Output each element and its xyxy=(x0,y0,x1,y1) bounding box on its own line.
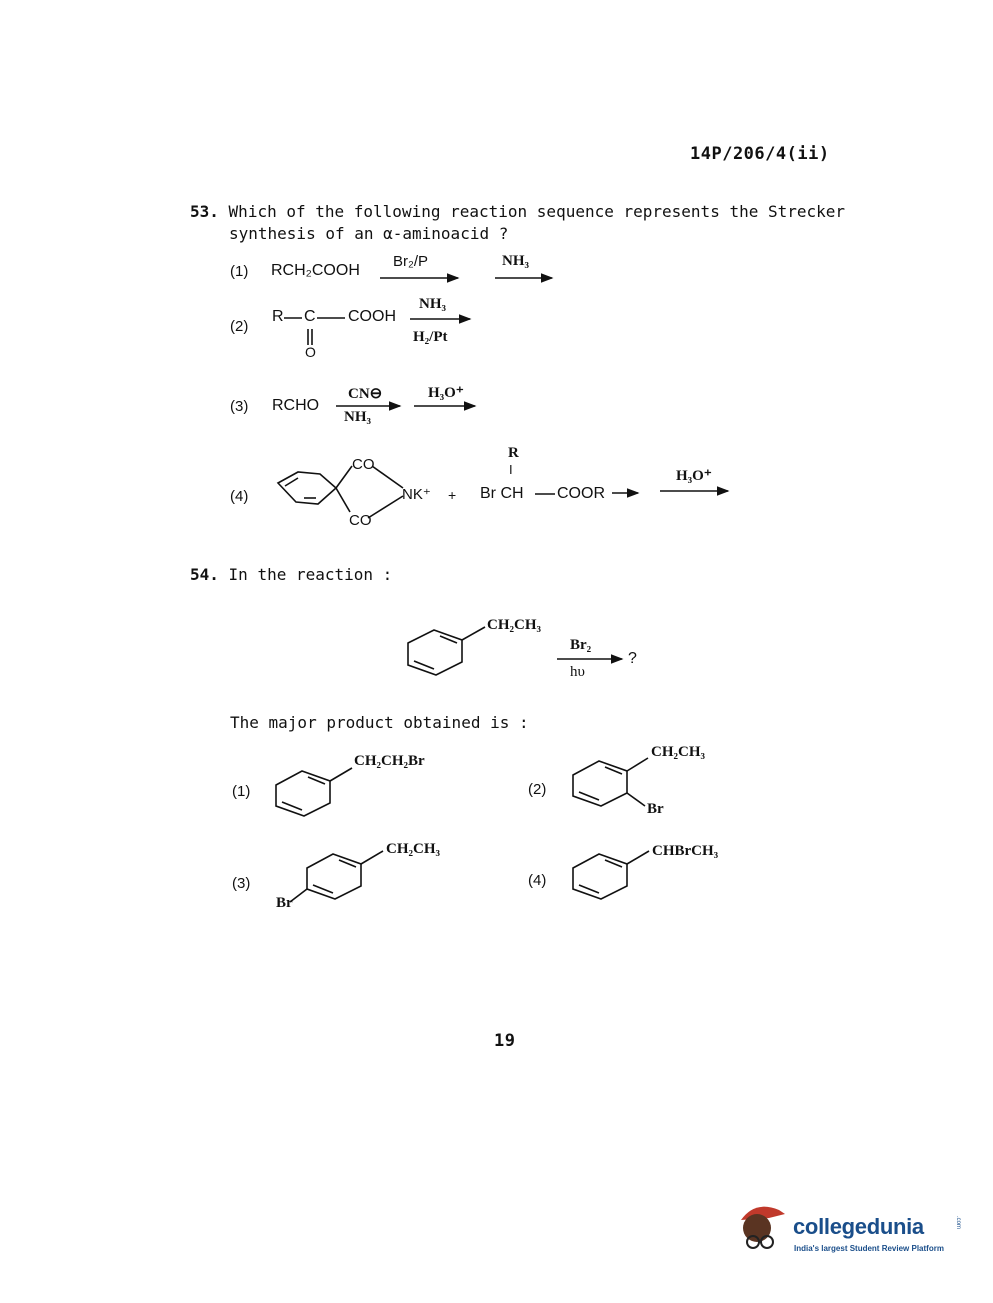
condition: hυ xyxy=(570,664,585,680)
substituent: CH₂CH₃ xyxy=(651,744,705,760)
question-prompt: The major product obtained is : xyxy=(230,713,529,732)
logo-suffix: .com xyxy=(955,1216,961,1230)
reagent: Br₂ xyxy=(570,637,592,653)
reagent: Br₂/P xyxy=(393,253,428,270)
bromo-substituent: Br xyxy=(647,801,664,817)
reagent: H₃O⁺ xyxy=(428,385,464,401)
substituent: CH₂CH₃ xyxy=(487,617,541,633)
bromo-substituent: Br xyxy=(276,895,293,911)
reagent: CN⊖ xyxy=(348,386,383,402)
question-text-line2: synthesis of an α-aminoacid ? xyxy=(229,224,509,243)
option-label: (4) xyxy=(230,488,249,505)
question-text-line1: Which of the following reaction sequence represents the Strecker xyxy=(228,202,846,221)
benzene-ring xyxy=(408,630,462,675)
option-label: (2) xyxy=(528,781,547,798)
bond-mark: I xyxy=(509,462,513,477)
question-number: 53. xyxy=(190,202,219,221)
question-text: In the reaction : xyxy=(228,565,393,584)
benzene-ring xyxy=(573,761,627,806)
mascot-icon xyxy=(735,1198,793,1256)
reactant: RCH₂COOH xyxy=(271,262,360,279)
option-label: (3) xyxy=(232,875,251,892)
benzene-ring xyxy=(278,472,336,504)
plus-sign: + xyxy=(448,487,457,503)
option-label: (2) xyxy=(230,318,249,335)
page-number: 19 xyxy=(494,1031,516,1051)
reagent: H₃O⁺ xyxy=(676,468,712,484)
carbon-atom: C xyxy=(304,308,316,325)
oxygen-atom: O xyxy=(305,344,316,360)
logo-tagline: India's largest Student Review Platform xyxy=(794,1244,944,1253)
option-label: (4) xyxy=(528,872,547,889)
carbonyl-group: CO xyxy=(352,456,375,473)
option-label: (3) xyxy=(230,398,249,415)
carboxyl-group: COOH xyxy=(348,308,396,325)
alkyl-group: R xyxy=(272,308,284,325)
reagent: NH₃ xyxy=(502,253,529,269)
benzene-ring xyxy=(307,854,361,899)
reagent: H₂/Pt xyxy=(413,329,448,345)
alkyl-group: R xyxy=(508,445,519,461)
ester-group: COOR xyxy=(557,485,605,502)
potassium-imide: NK⁺ xyxy=(402,486,431,503)
reagent: NH₃ xyxy=(344,409,371,425)
substituent: CH₂CH₂Br xyxy=(354,753,425,769)
paper-code: 14P/206/4(ii) xyxy=(690,144,830,164)
logo-wordmark: collegedunia xyxy=(793,1214,924,1239)
bromo-carbon: Br CH xyxy=(480,485,524,502)
substituent: CHBrCH₃ xyxy=(652,843,719,859)
option-label: (1) xyxy=(232,783,251,800)
option-label: (1) xyxy=(230,263,249,280)
collegedunia-logo[interactable] xyxy=(735,1196,965,1266)
question-number: 54. xyxy=(190,565,219,584)
benzene-ring xyxy=(276,771,330,816)
benzene-ring xyxy=(573,854,627,899)
substituent: CH₂CH₃ xyxy=(386,841,440,857)
reagent: NH₃ xyxy=(419,296,446,312)
carbonyl-group: CO xyxy=(349,512,372,529)
unknown-product: ? xyxy=(628,650,637,667)
reactant: RCHO xyxy=(272,397,320,414)
